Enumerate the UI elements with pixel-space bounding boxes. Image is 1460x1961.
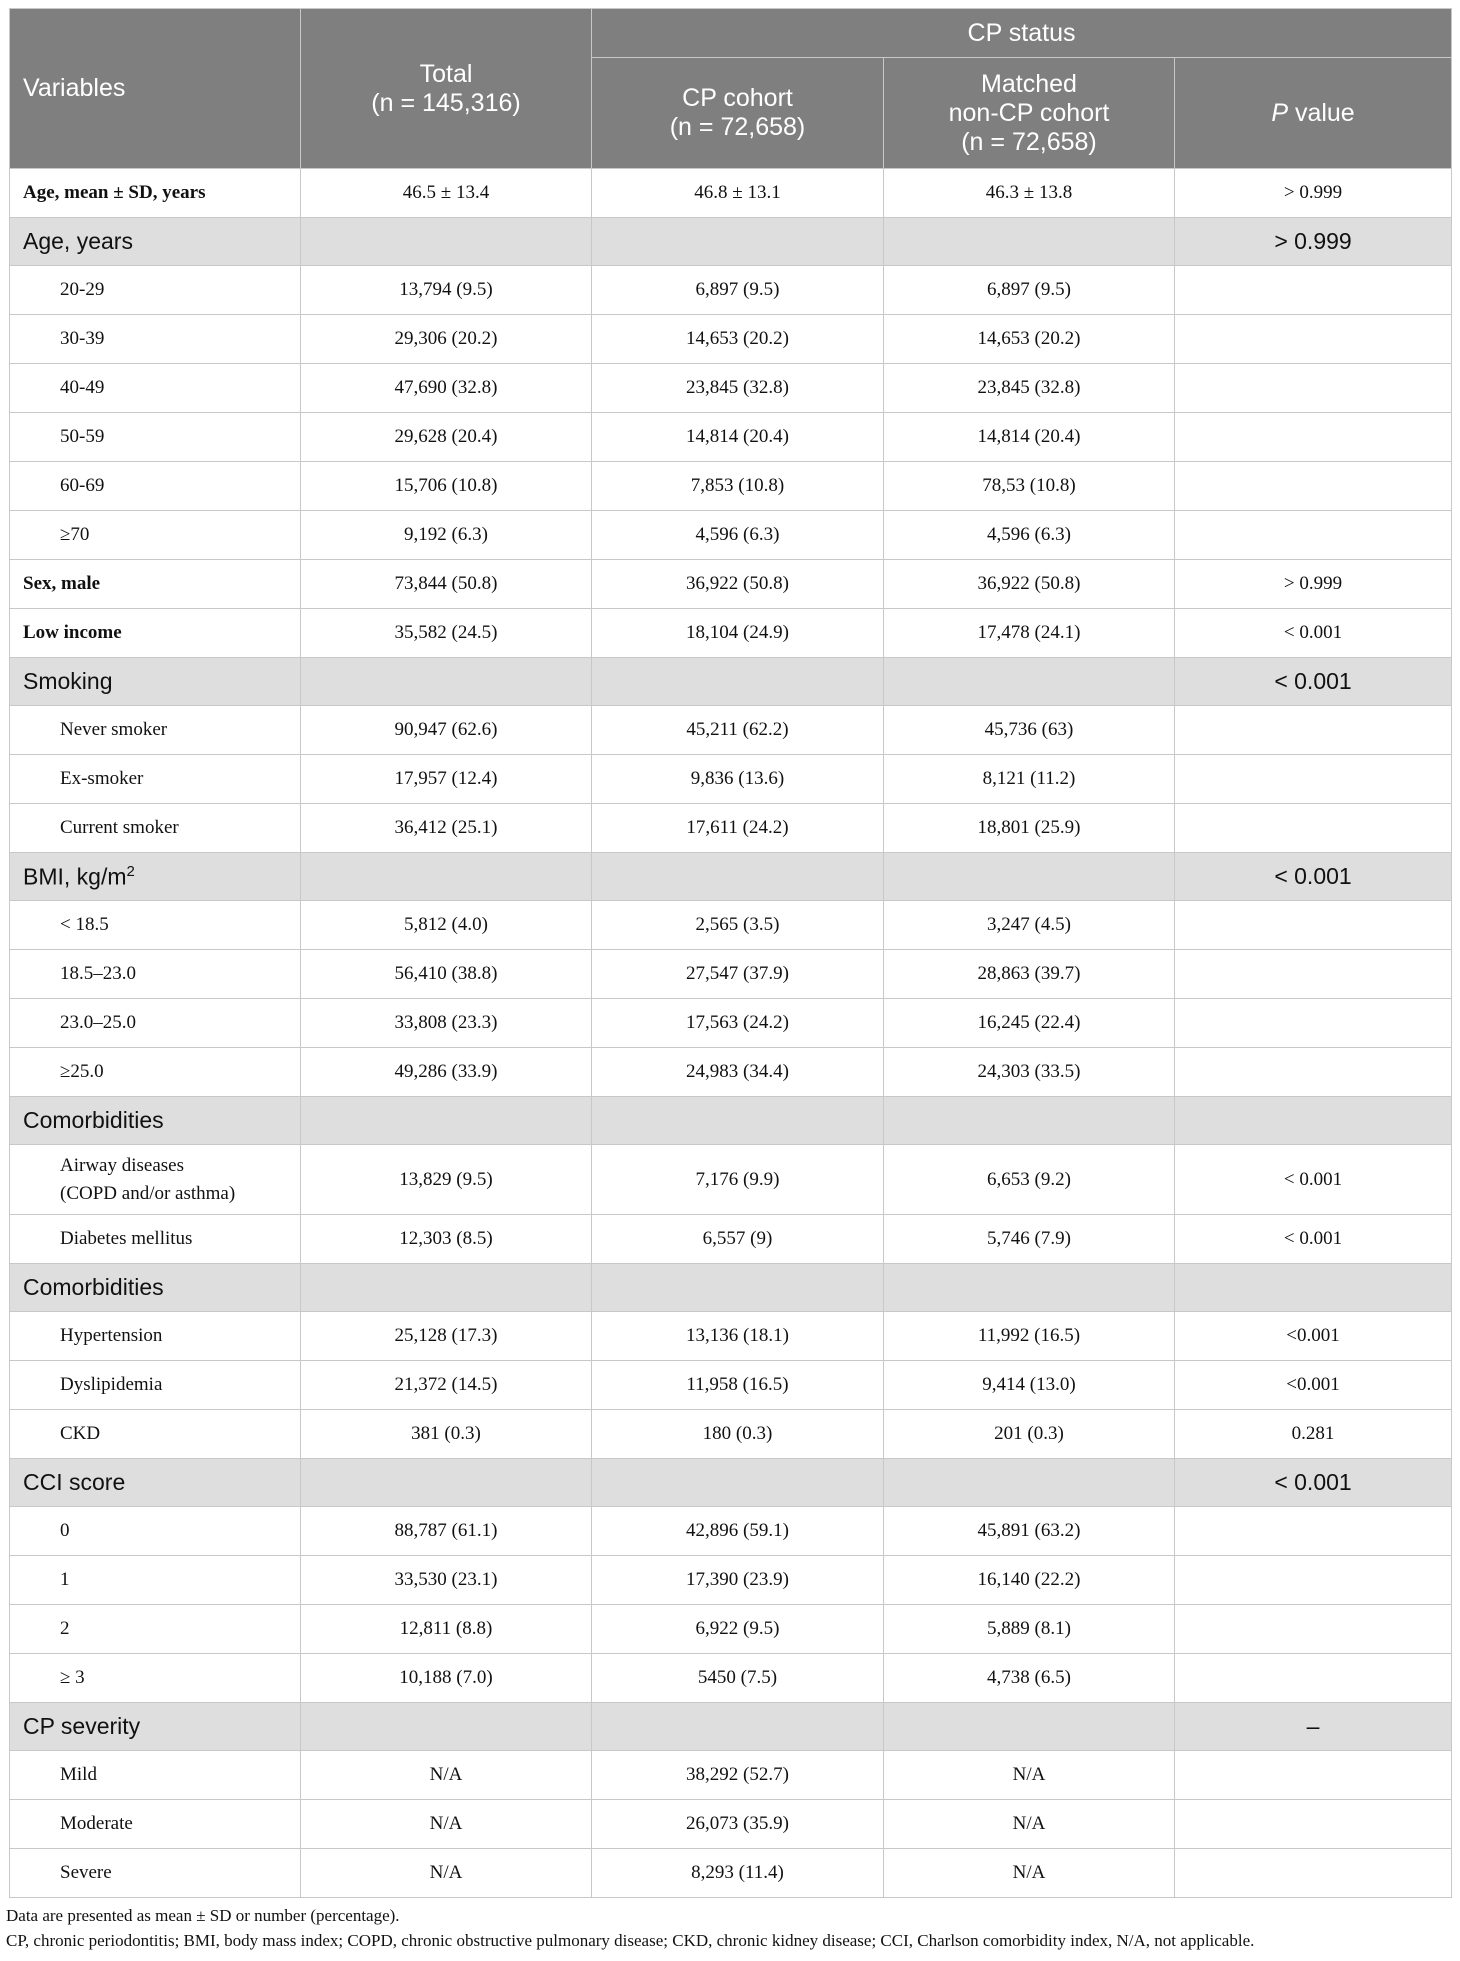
row-label-text: Moderate — [60, 1813, 133, 1834]
cell-total: 13,829 (9.5) — [301, 1145, 592, 1215]
cell-p-value — [1175, 901, 1452, 950]
cell-total: 47,690 (32.8) — [301, 364, 592, 413]
cell-cp-cohort: 6,922 (9.5) — [592, 1605, 884, 1654]
cell-noncp-cohort: 201 (0.3) — [884, 1410, 1175, 1459]
header-matched-line1: Matched — [981, 69, 1077, 98]
cell-noncp-cohort: 6,653 (9.2) — [884, 1145, 1175, 1215]
cell-cp-cohort: 2,565 (3.5) — [592, 901, 884, 950]
header-total — [301, 9, 592, 169]
row-label — [10, 1556, 301, 1605]
row-label — [10, 560, 301, 609]
section-header-row — [10, 218, 1452, 266]
row-label-text: 50-59 — [60, 426, 105, 447]
row-label-text: 40-49 — [60, 377, 105, 398]
cell-total — [301, 218, 592, 266]
row-label-text: 1 — [60, 1569, 70, 1590]
cell-p-value: < 0.001 — [1175, 1145, 1452, 1215]
row-label-text: 60-69 — [60, 475, 105, 496]
row-label-text: ≥ 3 — [60, 1667, 85, 1688]
row-label-text: 23.0–25.0 — [60, 1012, 136, 1033]
table-row — [10, 1556, 1452, 1605]
table-row — [10, 1654, 1452, 1703]
row-label-text: Diabetes mellitus — [60, 1228, 193, 1249]
header-cp-status: CP status — [592, 9, 1452, 58]
cell-noncp-cohort: 14,653 (20.2) — [884, 315, 1175, 364]
cell-noncp-cohort — [884, 658, 1175, 706]
cell-total — [301, 1264, 592, 1312]
cell-cp-cohort: 4,596 (6.3) — [592, 511, 884, 560]
cell-cp-cohort: 9,836 (13.6) — [592, 755, 884, 804]
table-row — [10, 169, 1452, 218]
cell-total: 49,286 (33.9) — [301, 1048, 592, 1097]
section-header-row — [10, 853, 1452, 901]
cell-noncp-cohort: 16,140 (22.2) — [884, 1556, 1175, 1605]
cell-cp-cohort: 45,211 (62.2) — [592, 706, 884, 755]
row-label — [10, 169, 301, 218]
cell-p-value — [1175, 266, 1452, 315]
cell-total — [301, 1097, 592, 1145]
cell-total: 21,372 (14.5) — [301, 1361, 592, 1410]
cell-cp-cohort — [592, 658, 884, 706]
cell-p-value — [1175, 1654, 1452, 1703]
table-row — [10, 1145, 1452, 1215]
row-label — [10, 1751, 301, 1800]
cell-total: N/A — [301, 1751, 592, 1800]
row-label-text: 18.5–23.0 — [60, 963, 136, 984]
cell-total: 36,412 (25.1) — [301, 804, 592, 853]
cell-p-value: < 0.001 — [1175, 658, 1452, 706]
row-label-text-line2: (COPD and/or asthma) — [60, 1182, 236, 1204]
cell-cp-cohort: 14,653 (20.2) — [592, 315, 884, 364]
cell-p-value: < 0.001 — [1175, 609, 1452, 658]
row-label — [10, 1507, 301, 1556]
cell-cp-cohort: 14,814 (20.4) — [592, 413, 884, 462]
row-label — [10, 266, 301, 315]
table-row — [10, 1048, 1452, 1097]
cell-noncp-cohort: N/A — [884, 1751, 1175, 1800]
header-matched-line2: non-CP cohort — [948, 98, 1110, 127]
table-row — [10, 804, 1452, 853]
cell-total: N/A — [301, 1800, 592, 1849]
cell-cp-cohort — [592, 1703, 884, 1751]
row-label — [10, 609, 301, 658]
row-label-text: CCI score — [23, 1469, 126, 1495]
cell-noncp-cohort: 36,922 (50.8) — [884, 560, 1175, 609]
footnote-line-1: Data are presented as mean ± SD or number (percentage). — [6, 1906, 400, 1925]
cell-total: 381 (0.3) — [301, 1410, 592, 1459]
cell-p-value — [1175, 1751, 1452, 1800]
cell-p-value — [1175, 1556, 1452, 1605]
header-cp-cohort-n: (n = 72,658) — [669, 113, 806, 141]
cell-cp-cohort: 7,176 (9.9) — [592, 1145, 884, 1215]
row-label-text: Dyslipidemia — [60, 1374, 163, 1395]
row-label — [10, 658, 301, 706]
row-label — [10, 218, 301, 266]
cell-p-value — [1175, 950, 1452, 999]
cell-p-value: > 0.999 — [1175, 218, 1452, 266]
table-body — [10, 169, 1452, 1898]
row-label-text: Low income — [23, 622, 122, 643]
cell-p-value — [1175, 1849, 1452, 1898]
cell-p-value: – — [1175, 1703, 1452, 1751]
row-label-text: Mild — [60, 1764, 97, 1785]
cell-noncp-cohort — [884, 853, 1175, 901]
cell-p-value — [1175, 511, 1452, 560]
row-label — [10, 1048, 301, 1097]
cell-p-value — [1175, 804, 1452, 853]
row-label-text: Ex-smoker — [60, 768, 144, 789]
cell-noncp-cohort — [884, 1459, 1175, 1507]
row-label-text: Never smoker — [60, 719, 168, 740]
table-row — [10, 560, 1452, 609]
cell-cp-cohort: 17,563 (24.2) — [592, 999, 884, 1048]
cell-noncp-cohort: 23,845 (32.8) — [884, 364, 1175, 413]
cell-total: 29,306 (20.2) — [301, 315, 592, 364]
cell-p-value — [1175, 1605, 1452, 1654]
row-label — [10, 1410, 301, 1459]
row-label — [10, 1800, 301, 1849]
cell-total: 17,957 (12.4) — [301, 755, 592, 804]
table-row — [10, 1215, 1452, 1264]
table-row — [10, 315, 1452, 364]
row-label-text: 20-29 — [60, 279, 105, 300]
cell-noncp-cohort: 46.3 ± 13.8 — [884, 169, 1175, 218]
cell-p-value — [1175, 413, 1452, 462]
table-row — [10, 1410, 1452, 1459]
row-label — [10, 315, 301, 364]
cell-cp-cohort — [592, 853, 884, 901]
table-row — [10, 1751, 1452, 1800]
cell-p-value: < 0.001 — [1175, 1215, 1452, 1264]
cell-noncp-cohort: 14,814 (20.4) — [884, 413, 1175, 462]
cell-cp-cohort: 17,611 (24.2) — [592, 804, 884, 853]
cell-cp-cohort: 42,896 (59.1) — [592, 1507, 884, 1556]
cell-noncp-cohort: 24,303 (33.5) — [884, 1048, 1175, 1097]
cell-noncp-cohort — [884, 218, 1175, 266]
row-label — [10, 1145, 301, 1215]
data-table — [9, 8, 1452, 1898]
cell-noncp-cohort: 5,746 (7.9) — [884, 1215, 1175, 1264]
cell-p-value: <0.001 — [1175, 1312, 1452, 1361]
cell-p-value — [1175, 364, 1452, 413]
cell-noncp-cohort: 18,801 (25.9) — [884, 804, 1175, 853]
cell-noncp-cohort — [884, 1264, 1175, 1312]
table-row — [10, 706, 1452, 755]
cell-noncp-cohort: 6,897 (9.5) — [884, 266, 1175, 315]
cell-total: 29,628 (20.4) — [301, 413, 592, 462]
table-row — [10, 901, 1452, 950]
table-row — [10, 1849, 1452, 1898]
row-label — [10, 1654, 301, 1703]
cell-total: 88,787 (61.1) — [301, 1507, 592, 1556]
cell-noncp-cohort: 9,414 (13.0) — [884, 1361, 1175, 1410]
row-label — [10, 1849, 301, 1898]
row-label — [10, 1097, 301, 1145]
cell-noncp-cohort: 78,53 (10.8) — [884, 462, 1175, 511]
cell-cp-cohort: 27,547 (37.9) — [592, 950, 884, 999]
cell-noncp-cohort: 4,596 (6.3) — [884, 511, 1175, 560]
footnote-line-2: CP, chronic periodontitis; BMI, body mass index; COPD, chronic obstructive pulmonary disease; CKD, chronic kidney disease; CCI, Charlson comorbidity index, N/A, not applicable. — [6, 1931, 1255, 1950]
header-cp-cohort-label: CP cohort — [682, 84, 793, 112]
table-container — [9, 8, 1451, 1898]
table-row — [10, 755, 1452, 804]
table-row — [10, 1312, 1452, 1361]
cell-total — [301, 1459, 592, 1507]
cell-total: 9,192 (6.3) — [301, 511, 592, 560]
cell-total: 35,582 (24.5) — [301, 609, 592, 658]
cell-total — [301, 658, 592, 706]
cell-total: 25,128 (17.3) — [301, 1312, 592, 1361]
cell-noncp-cohort: N/A — [884, 1849, 1175, 1898]
row-label — [10, 901, 301, 950]
cell-total: 73,844 (50.8) — [301, 560, 592, 609]
table-row — [10, 413, 1452, 462]
header-p-value — [1175, 58, 1452, 169]
cell-noncp-cohort: 4,738 (6.5) — [884, 1654, 1175, 1703]
row-label-text: BMI, kg/m — [23, 863, 127, 890]
table-row — [10, 364, 1452, 413]
table-row — [10, 462, 1452, 511]
row-label-text: < 18.5 — [60, 914, 109, 935]
row-label — [10, 999, 301, 1048]
table-row — [10, 950, 1452, 999]
cell-p-value — [1175, 755, 1452, 804]
cell-noncp-cohort: 45,736 (63) — [884, 706, 1175, 755]
cell-cp-cohort: 46.8 ± 13.1 — [592, 169, 884, 218]
cell-cp-cohort: 24,983 (34.4) — [592, 1048, 884, 1097]
cell-p-value: < 0.001 — [1175, 853, 1452, 901]
cell-total: 33,808 (23.3) — [301, 999, 592, 1048]
section-header-row — [10, 1097, 1452, 1145]
row-label — [10, 755, 301, 804]
cell-cp-cohort: 23,845 (32.8) — [592, 364, 884, 413]
section-header-row — [10, 1264, 1452, 1312]
cell-noncp-cohort — [884, 1097, 1175, 1145]
header-p-italic: P — [1271, 98, 1288, 127]
cell-cp-cohort: 36,922 (50.8) — [592, 560, 884, 609]
cell-cp-cohort: 17,390 (23.9) — [592, 1556, 884, 1605]
cell-total: 10,188 (7.0) — [301, 1654, 592, 1703]
header-matched-n: (n = 72,658) — [961, 127, 1097, 156]
header-total-n: (n = 145,316) — [371, 88, 521, 117]
cell-p-value: > 0.999 — [1175, 169, 1452, 218]
row-label-text: 30-39 — [60, 328, 105, 349]
cell-cp-cohort: 18,104 (24.9) — [592, 609, 884, 658]
cell-noncp-cohort: 16,245 (22.4) — [884, 999, 1175, 1048]
cell-cp-cohort — [592, 1097, 884, 1145]
table-row — [10, 609, 1452, 658]
cell-p-value — [1175, 462, 1452, 511]
row-label-text: CKD — [60, 1423, 101, 1444]
header-matched-cohort — [884, 58, 1175, 169]
cell-cp-cohort: 8,293 (11.4) — [592, 1849, 884, 1898]
row-label — [10, 853, 301, 901]
cell-p-value — [1175, 1800, 1452, 1849]
cell-cp-cohort — [592, 1459, 884, 1507]
table-row — [10, 266, 1452, 315]
row-label-text: Severe — [60, 1862, 112, 1883]
cell-p-value — [1175, 1048, 1452, 1097]
cell-cp-cohort: 5450 (7.5) — [592, 1654, 884, 1703]
row-label-text: Hypertension — [60, 1325, 163, 1346]
cell-total: 56,410 (38.8) — [301, 950, 592, 999]
row-label — [10, 706, 301, 755]
cell-p-value — [1175, 706, 1452, 755]
cell-p-value — [1175, 1264, 1452, 1312]
row-label-text: Age, years — [23, 228, 133, 254]
cell-cp-cohort: 38,292 (52.7) — [592, 1751, 884, 1800]
cell-total: 46.5 ± 13.4 — [301, 169, 592, 218]
row-label — [10, 1312, 301, 1361]
cell-noncp-cohort: 11,992 (16.5) — [884, 1312, 1175, 1361]
cell-cp-cohort: 6,557 (9) — [592, 1215, 884, 1264]
cell-total: N/A — [301, 1849, 592, 1898]
header-p-rest: value — [1288, 98, 1355, 127]
cell-p-value — [1175, 315, 1452, 364]
cell-cp-cohort: 11,958 (16.5) — [592, 1361, 884, 1410]
row-label-superscript: 2 — [126, 862, 135, 880]
cell-noncp-cohort: N/A — [884, 1800, 1175, 1849]
row-label-text: 2 — [60, 1618, 70, 1639]
row-label-text: Current smoker — [60, 817, 179, 838]
cell-total: 12,303 (8.5) — [301, 1215, 592, 1264]
cell-cp-cohort: 180 (0.3) — [592, 1410, 884, 1459]
cell-noncp-cohort — [884, 1703, 1175, 1751]
cell-noncp-cohort: 28,863 (39.7) — [884, 950, 1175, 999]
cell-cp-cohort: 7,853 (10.8) — [592, 462, 884, 511]
section-header-row — [10, 1703, 1452, 1751]
row-label-text: Comorbidities — [23, 1274, 164, 1300]
row-label — [10, 1605, 301, 1654]
row-label — [10, 511, 301, 560]
cell-noncp-cohort: 3,247 (4.5) — [884, 901, 1175, 950]
cell-total: 12,811 (8.8) — [301, 1605, 592, 1654]
row-label — [10, 1215, 301, 1264]
row-label-text: Age, mean ± SD, years — [23, 182, 206, 203]
cell-total — [301, 1703, 592, 1751]
cell-p-value — [1175, 999, 1452, 1048]
table-row — [10, 1507, 1452, 1556]
row-label-text: Smoking — [23, 668, 113, 694]
row-label — [10, 1361, 301, 1410]
cell-p-value: <0.001 — [1175, 1361, 1452, 1410]
header-variables: Variables — [10, 9, 301, 169]
header-total-label: Total — [419, 59, 473, 88]
cell-cp-cohort: 26,073 (35.9) — [592, 1800, 884, 1849]
cell-p-value — [1175, 1507, 1452, 1556]
cell-total: 5,812 (4.0) — [301, 901, 592, 950]
table-row — [10, 999, 1452, 1048]
cell-noncp-cohort: 5,889 (8.1) — [884, 1605, 1175, 1654]
row-label — [10, 804, 301, 853]
row-label-text: Comorbidities — [23, 1107, 164, 1133]
row-label-text: Sex, male — [23, 573, 101, 594]
cell-p-value: < 0.001 — [1175, 1459, 1452, 1507]
cell-cp-cohort: 6,897 (9.5) — [592, 266, 884, 315]
cell-cp-cohort: 13,136 (18.1) — [592, 1312, 884, 1361]
cell-noncp-cohort: 45,891 (63.2) — [884, 1507, 1175, 1556]
cell-total: 13,794 (9.5) — [301, 266, 592, 315]
cell-noncp-cohort: 8,121 (11.2) — [884, 755, 1175, 804]
cell-p-value — [1175, 1097, 1452, 1145]
table-row — [10, 1361, 1452, 1410]
row-label — [10, 462, 301, 511]
row-label — [10, 1264, 301, 1312]
section-header-row — [10, 658, 1452, 706]
cell-noncp-cohort: 17,478 (24.1) — [884, 609, 1175, 658]
row-label — [10, 950, 301, 999]
cell-p-value: > 0.999 — [1175, 560, 1452, 609]
row-label — [10, 364, 301, 413]
table-footnotes — [6, 1903, 1454, 1953]
cell-total: 15,706 (10.8) — [301, 462, 592, 511]
row-label-text: 0 — [60, 1520, 70, 1541]
table-header — [10, 9, 1452, 169]
row-label-text: CP severity — [23, 1713, 141, 1739]
row-label — [10, 1703, 301, 1751]
row-label-text: ≥70 — [60, 524, 90, 545]
cell-p-value: 0.281 — [1175, 1410, 1452, 1459]
row-label-text: ≥25.0 — [60, 1061, 104, 1082]
cell-cp-cohort — [592, 1264, 884, 1312]
header-cp-cohort — [592, 58, 884, 169]
row-label-text: Airway diseases — [60, 1154, 184, 1176]
table-row — [10, 1800, 1452, 1849]
cell-total: 33,530 (23.1) — [301, 1556, 592, 1605]
cell-total — [301, 853, 592, 901]
table-row — [10, 1605, 1452, 1654]
cell-total: 90,947 (62.6) — [301, 706, 592, 755]
cell-cp-cohort — [592, 218, 884, 266]
row-label — [10, 413, 301, 462]
row-label — [10, 1459, 301, 1507]
section-header-row — [10, 1459, 1452, 1507]
table-row — [10, 511, 1452, 560]
